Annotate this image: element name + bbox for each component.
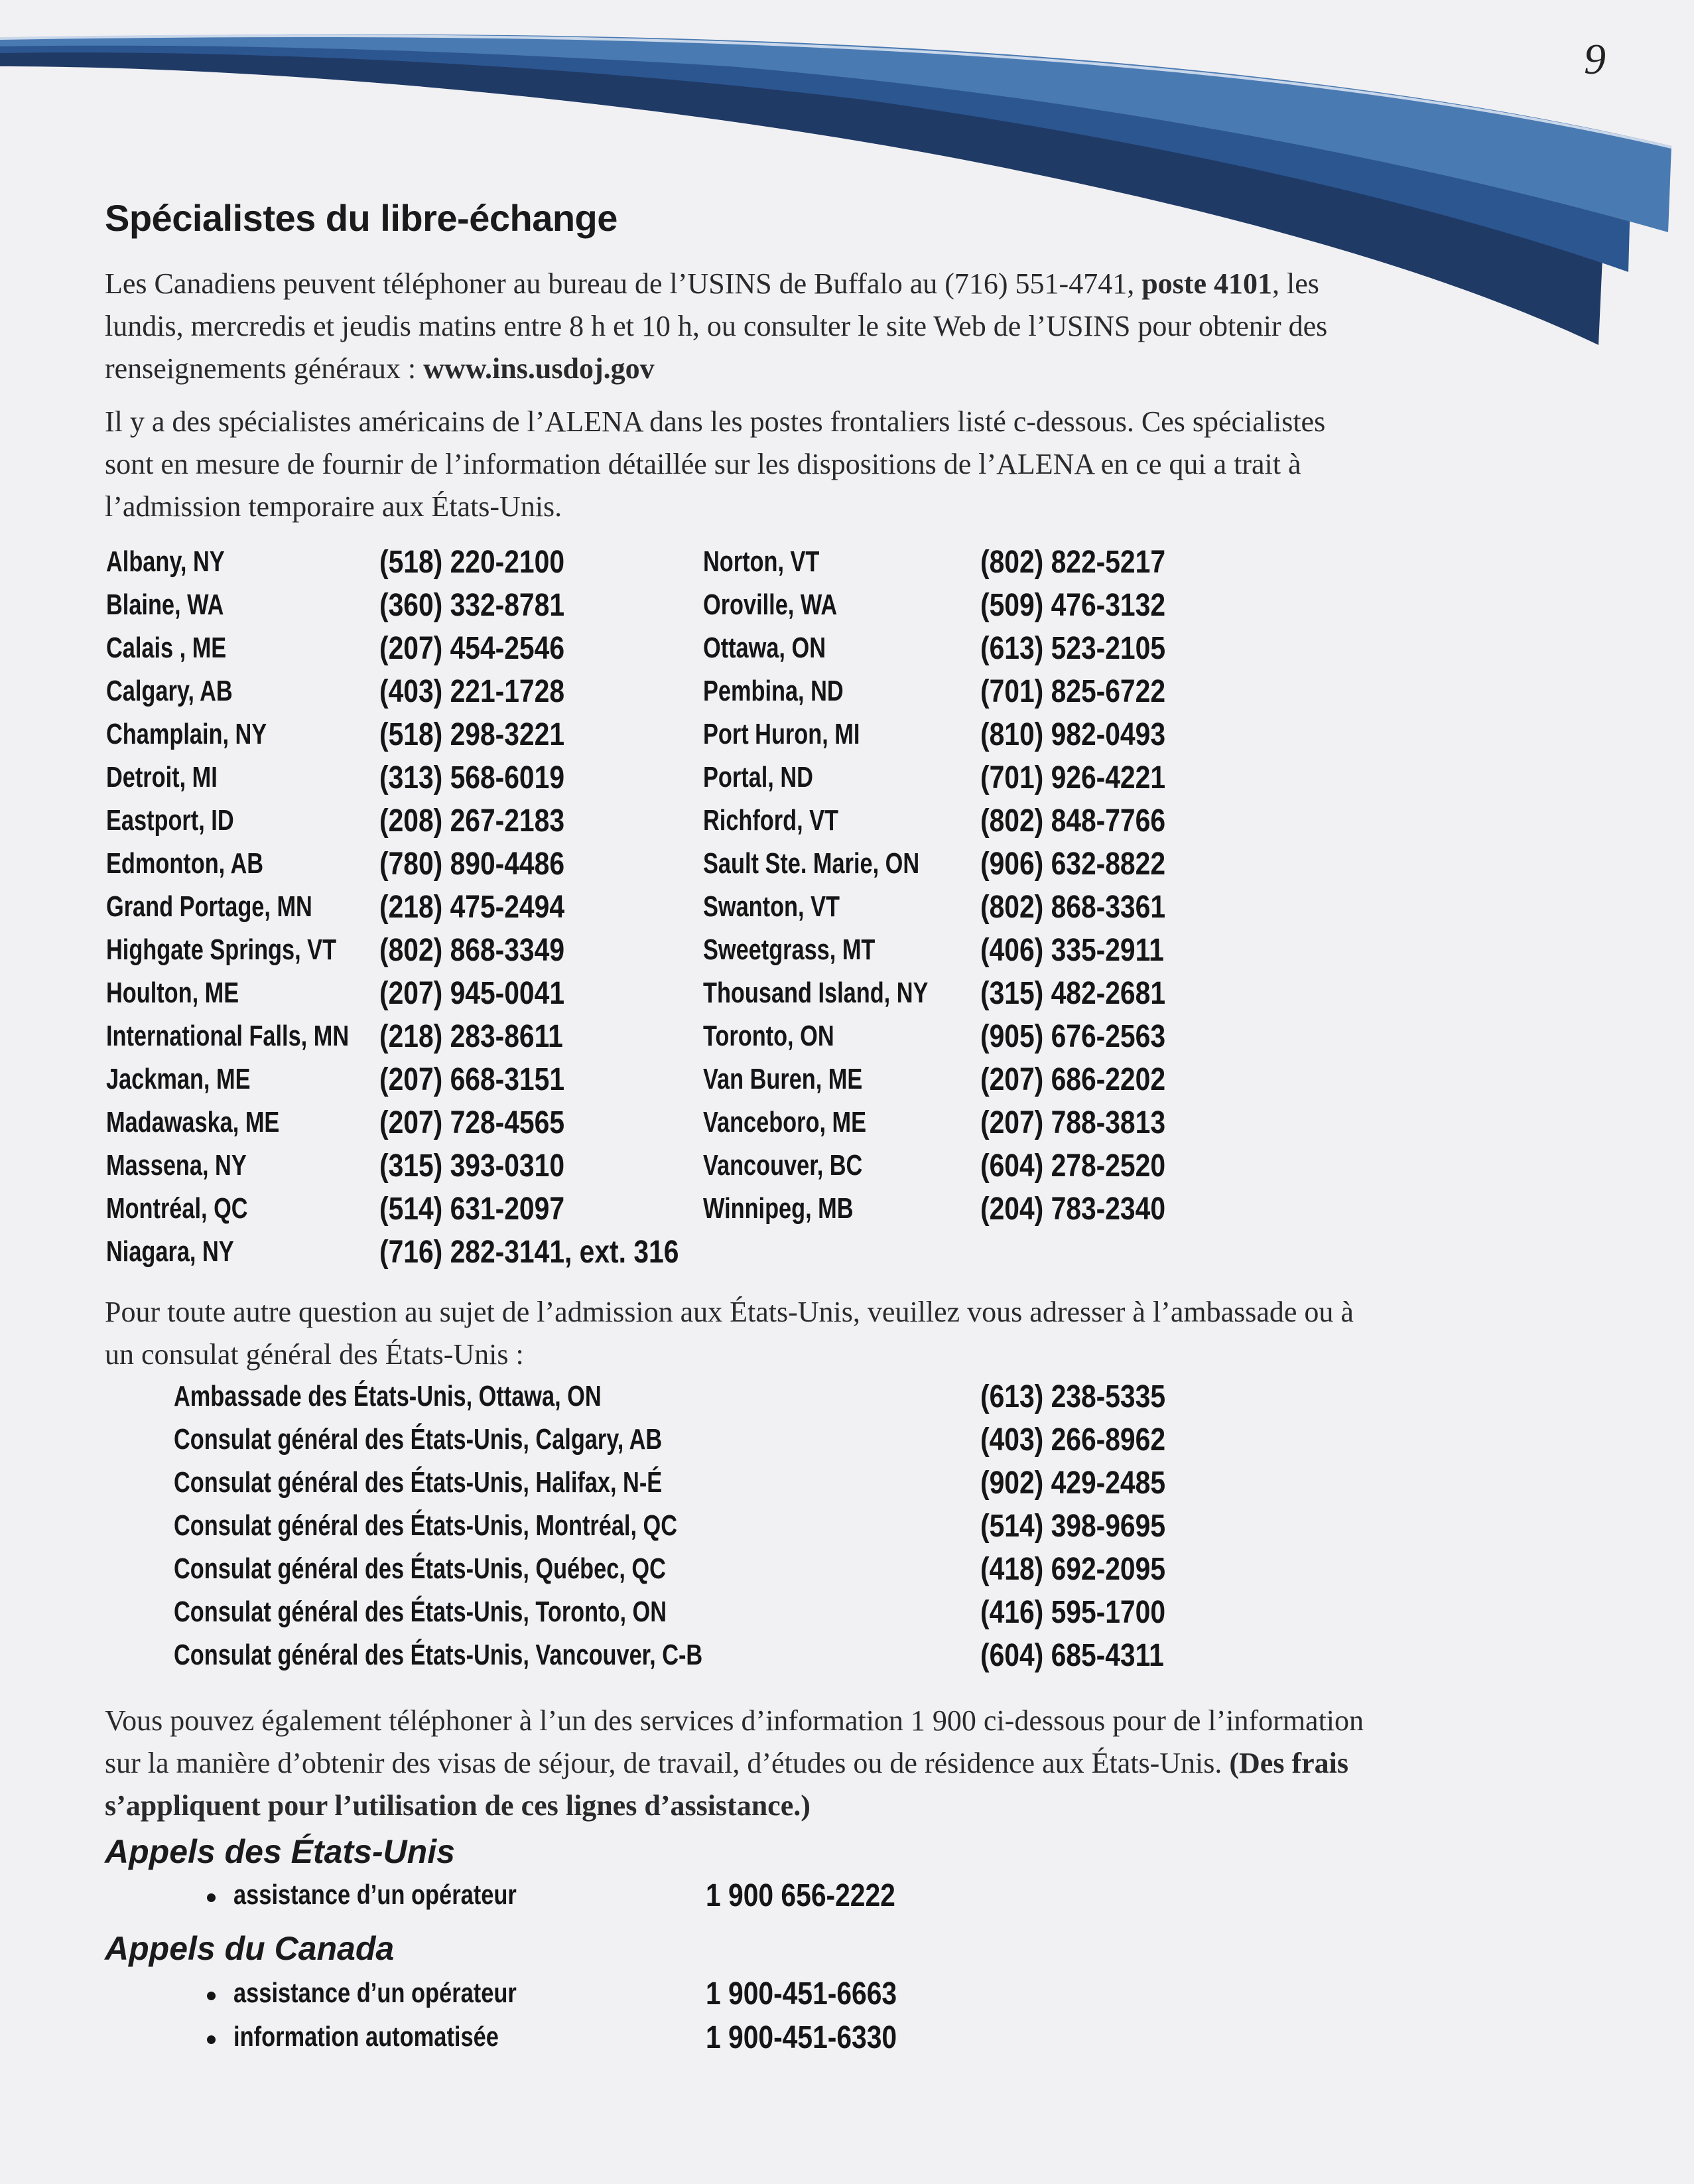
port-phone-number[interactable]: (207) 686-2202 (980, 1062, 1166, 1097)
port-office-name: Niagara, NY (106, 1235, 234, 1268)
port-office-name: Houlton, ME (106, 977, 239, 1009)
consulate-name: Consulat général des États-Unis, Toronto, ON (174, 1596, 667, 1628)
consulate-phone-number[interactable]: (613) 238-5335 (980, 1379, 1166, 1414)
port-phone-number[interactable]: (207) 945-0041 (379, 976, 565, 1011)
bullet-icon (207, 1992, 216, 2000)
port-phone-number[interactable]: (315) 482-2681 (980, 976, 1166, 1011)
consulate-name: Consulat général des États-Unis, Vancouver, C-B (174, 1639, 703, 1671)
bullet-icon (207, 2035, 216, 2044)
service-line-number[interactable]: 1 900 656-2222 (706, 1878, 895, 1913)
port-office-name: Edmonton, AB (106, 847, 264, 880)
service-line-number[interactable]: 1 900-451-6330 (706, 2020, 897, 2055)
port-office-name: Albany, NY (106, 545, 225, 578)
port-office-name: Winnipeg, MB (703, 1192, 854, 1225)
port-phone-number[interactable]: (207) 668-3151 (379, 1062, 565, 1097)
intro-extension: poste 4101 (1141, 267, 1272, 300)
port-office-name: International Falls, MN (106, 1020, 350, 1052)
port-phone-number[interactable]: (701) 926-4221 (980, 760, 1166, 795)
port-office-name: Detroit, MI (106, 761, 218, 793)
consulate-phone-number[interactable]: (418) 692-2095 (980, 1552, 1166, 1587)
port-phone-number[interactable]: (406) 335-2911 (980, 933, 1164, 968)
ins-website-link[interactable]: www.ins.usdoj.gov (423, 352, 655, 385)
port-office-name: Sault Ste. Marie, ON (703, 847, 920, 880)
port-office-name: Madawaska, ME (106, 1106, 280, 1138)
info-lines-paragraph (105, 1700, 1365, 1827)
port-phone-number[interactable]: (218) 475-2494 (379, 890, 565, 925)
port-office-name: Grand Portage, MN (106, 890, 312, 923)
intro-text-mid: , les lundis, mercredis et jeudis matins entre 8 h et 10 h, ou consulter le site Web de l’USINS pour obtenir des renseignements généraux : (105, 267, 1328, 385)
port-phone-number[interactable]: (207) 788-3813 (980, 1105, 1166, 1140)
port-phone-number[interactable]: (716) 282-3141, ext. 316 (379, 1235, 679, 1270)
port-office-name: Portal, ND (703, 761, 813, 793)
port-office-name: Vancouver, BC (703, 1149, 863, 1182)
consulate-name: Ambassade des États-Unis, Ottawa, ON (174, 1380, 602, 1412)
port-office-name: Swanton, VT (703, 890, 840, 923)
port-office-name: Massena, NY (106, 1149, 247, 1182)
port-office-name: Thousand Island, NY (703, 977, 929, 1009)
port-phone-number[interactable]: (208) 267-2183 (379, 803, 565, 839)
port-phone-number[interactable]: (905) 676-2563 (980, 1019, 1166, 1054)
port-phone-number[interactable]: (613) 523-2105 (980, 631, 1166, 666)
service-line-label: assistance d’un opérateur (233, 1879, 517, 1910)
port-office-name: Richford, VT (703, 804, 839, 837)
bullet-icon (207, 1893, 216, 1902)
port-phone-number[interactable]: (780) 890-4486 (379, 847, 565, 882)
port-phone-number[interactable]: (802) 868-3361 (980, 890, 1166, 925)
consulate-phone-number[interactable]: (403) 266-8962 (980, 1422, 1166, 1458)
port-office-name: Calgary, AB (106, 675, 233, 707)
port-phone-number[interactable]: (701) 825-6722 (980, 674, 1166, 709)
consulate-name: Consulat général des États-Unis, Montréal, QC (174, 1509, 678, 1542)
port-phone-number[interactable]: (518) 298-3221 (379, 717, 565, 752)
section-heading: Spécialistes du libre-échange (105, 197, 618, 239)
port-office-name: Sweetgrass, MT (703, 933, 876, 966)
port-office-name: Oroville, WA (703, 588, 838, 621)
port-phone-number[interactable]: (906) 632-8822 (980, 847, 1166, 882)
service-line-label: information automatisée (233, 2021, 499, 2052)
port-office-name: Jackman, ME (106, 1063, 251, 1095)
embassy-paragraph: Pour toute autre question au sujet de l’admission aux États-Unis, veuillez vous adresser à l’ambassade ou à un consulat général des États-Unis : (105, 1296, 1354, 1371)
service-line-number[interactable]: 1 900-451-6663 (706, 1976, 897, 2012)
port-office-name: Ottawa, ON (703, 632, 826, 664)
info-lines-text: Vous pouvez également téléphoner à l’un des services d’information 1 900 ci-dessous pour de l’information sur la manière d’obtenir des visas de séjour, de travail, d’études ou de résidence aux États-Unis. (105, 1704, 1364, 1779)
port-phone-number[interactable]: (204) 783-2340 (980, 1192, 1166, 1227)
port-phone-number[interactable]: (514) 631-2097 (379, 1192, 565, 1227)
port-phone-number[interactable]: (802) 822-5217 (980, 545, 1166, 580)
port-office-name: Norton, VT (703, 545, 820, 578)
info-lines-fees-note: (Des frais s’appliquent pour l’utilisation de ces lignes d’assistance.) (105, 1747, 1348, 1822)
consulate-phone-number[interactable]: (604) 685-4311 (980, 1638, 1164, 1673)
port-office-name: Vanceboro, ME (703, 1106, 867, 1138)
port-phone-number[interactable]: (518) 220-2100 (379, 545, 565, 580)
port-phone-number[interactable]: (207) 454-2546 (379, 631, 565, 666)
port-phone-number[interactable]: (207) 728-4565 (379, 1105, 565, 1140)
consulate-phone-number[interactable]: (416) 595-1700 (980, 1595, 1166, 1630)
port-office-name: Eastport, ID (106, 804, 234, 837)
service-line-label: assistance d’un opérateur (233, 1977, 517, 2008)
port-office-name: Champlain, NY (106, 718, 267, 750)
port-phone-number[interactable]: (218) 283-8611 (379, 1019, 563, 1054)
consulate-phone-number[interactable]: (514) 398-9695 (980, 1509, 1166, 1544)
consulate-phone-number[interactable]: (902) 429-2485 (980, 1466, 1166, 1501)
port-phone-number[interactable]: (802) 848-7766 (980, 803, 1166, 839)
port-office-name: Montréal, QC (106, 1192, 248, 1225)
consulate-name: Consulat général des États-Unis, Calgary, AB (174, 1423, 663, 1456)
consulate-name: Consulat général des États-Unis, Halifax, N-É (174, 1466, 663, 1499)
port-phone-number[interactable]: (403) 221-1728 (379, 674, 565, 709)
specialists-paragraph: Il y a des spécialistes américains de l’ALENA dans les postes frontaliers listé c-dessous. Ces spécialistes sont en mesure de fournir de l’information détaillée sur les dispositions de l’ALENA en ce qui a trait à l’admission temporaire aux États-Unis. (105, 405, 1326, 523)
consulate-name: Consulat général des États-Unis, Québec, QC (174, 1552, 666, 1585)
intro-text-start: Les Canadiens peuvent téléphoner au bureau de l’USINS de Buffalo au (716) 551-4741, (105, 267, 1142, 300)
calls-from-us-heading: Appels des États-Unis (105, 1833, 455, 1870)
port-office-name: Highgate Springs, VT (106, 933, 337, 966)
port-phone-number[interactable]: (313) 568-6019 (379, 760, 565, 795)
port-office-name: Port Huron, MI (703, 718, 860, 750)
intro-paragraph (105, 263, 1365, 390)
port-phone-number[interactable]: (604) 278-2520 (980, 1148, 1166, 1184)
port-office-name: Blaine, WA (106, 588, 224, 621)
port-phone-number[interactable]: (810) 982-0493 (980, 717, 1166, 752)
port-office-name: Calais , ME (106, 632, 227, 664)
page-number: 9 (1584, 35, 1606, 84)
port-office-name: Pembina, ND (703, 675, 844, 707)
port-phone-number[interactable]: (802) 868-3349 (379, 933, 565, 968)
port-office-name: Toronto, ON (703, 1020, 834, 1052)
port-phone-number[interactable]: (509) 476-3132 (980, 588, 1166, 623)
port-phone-number[interactable]: (360) 332-8781 (379, 588, 565, 623)
port-phone-number[interactable]: (315) 393-0310 (379, 1148, 565, 1184)
calls-from-canada-heading: Appels du Canada (105, 1930, 395, 1967)
port-office-name: Van Buren, ME (703, 1063, 863, 1095)
